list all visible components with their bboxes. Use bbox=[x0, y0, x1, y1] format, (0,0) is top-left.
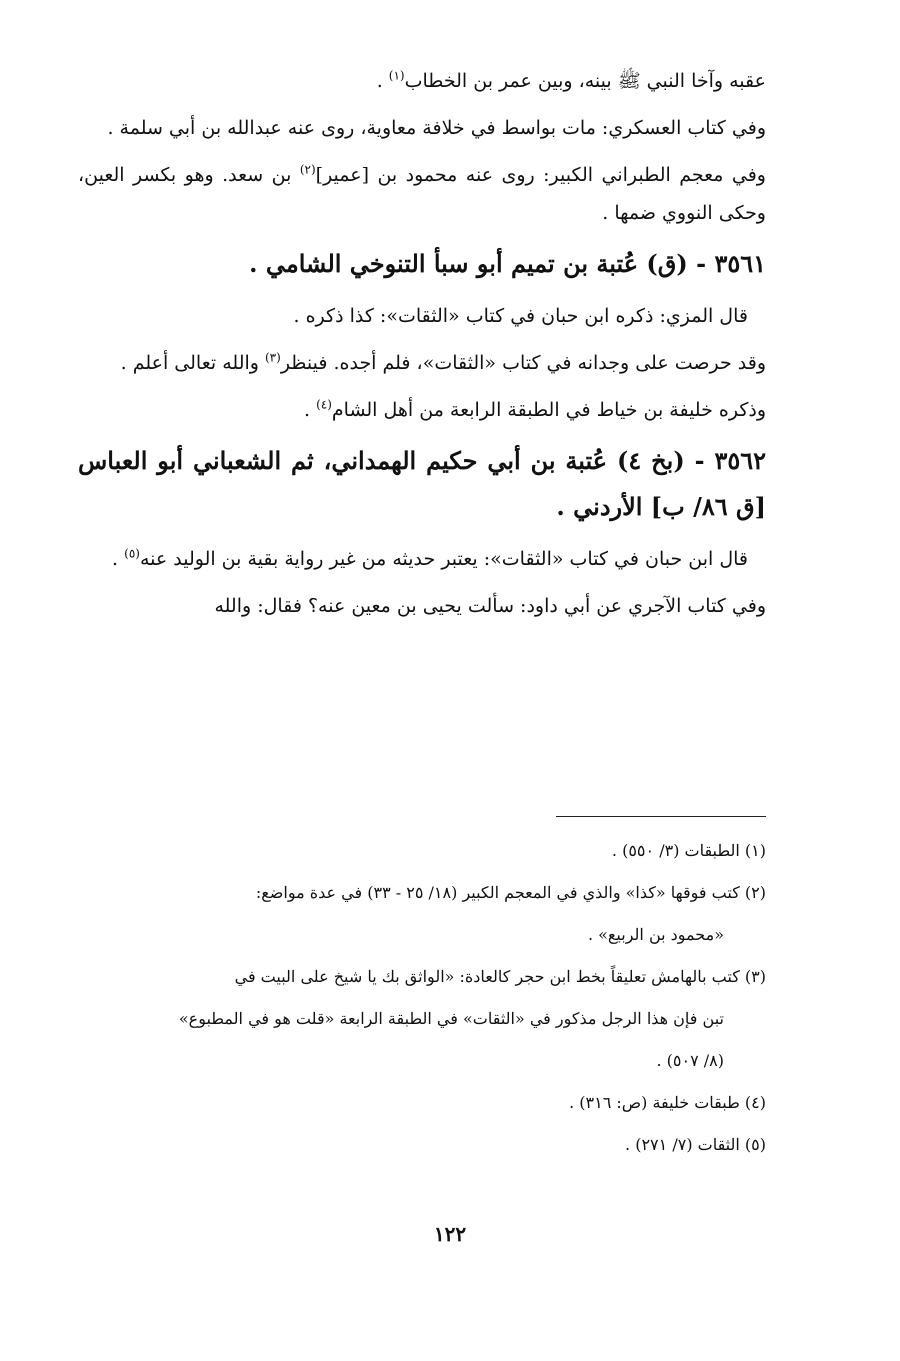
paragraph-3 bbox=[78, 156, 766, 232]
paragraph-4 bbox=[78, 297, 766, 335]
page-number: ١٢٢ bbox=[433, 1222, 467, 1246]
footnote-ref-2[interactable]: (٢) bbox=[299, 162, 316, 177]
paragraph-7-text: قال ابن حبان في كتاب «الثقات»: يعتبر حديثه من غير رواية بقية بن الوليد عنه bbox=[139, 548, 748, 570]
paragraph-2 bbox=[78, 109, 766, 147]
footnote-2-continuation: «محمود بن الربيع» . bbox=[587, 925, 724, 944]
footnote-2: (٢) كتب فوقها «كذا» والذي في المعجم الكبير (١٨/ ٢٥ - ٣٣) في عدة مواضع: bbox=[255, 883, 766, 902]
paragraph-5 bbox=[78, 344, 766, 382]
footnote-5: (٥) الثقات (٧/ ٢٧١) . bbox=[625, 1135, 766, 1154]
footnotes-section bbox=[78, 830, 766, 1166]
paragraph-3-text-a: وفي معجم الطبراني الكبير: روى عنه محمود بن [عمير] bbox=[315, 164, 766, 186]
paragraph-1-text: عقبه وآخا النبي ﷺ بينه، وبين عمر بن الخطاب bbox=[404, 70, 766, 92]
paragraph-5-text-b: والله تعالى أعلم . bbox=[120, 352, 265, 374]
footnote-separator bbox=[556, 816, 766, 817]
footnote-ref-4[interactable]: (٤) bbox=[316, 397, 332, 412]
paragraph-5-text-a: وقد حرصت على وجدانه في كتاب «الثقات»، فلم أجده. فينظر bbox=[280, 352, 766, 374]
footnote-3-continuation: تبن فإن هذا الرجل مذكور في «الثقات» في الطبقة الرابعة «قلت هو في المطبوع» bbox=[178, 1009, 724, 1028]
paragraph-7 bbox=[78, 540, 766, 578]
footnote-ref-1[interactable]: (١) bbox=[388, 68, 405, 83]
footnote-4: (٤) طبقات خليفة (ص: ٣١٦) . bbox=[569, 1093, 766, 1112]
paragraph-1-end: . bbox=[376, 70, 389, 92]
paragraph-3-text-b: بن سعد. وهو بكسر العين، وحكى النووي ضمها . bbox=[78, 164, 766, 224]
entry-heading-3561: ٣٥٦١ - (ق) عُتبة بن تميم أبو سبأ التنوخي الشامي . bbox=[249, 249, 766, 278]
paragraph-7-end: . bbox=[112, 548, 125, 570]
footnote-ref-5[interactable]: (٥) bbox=[124, 546, 140, 561]
footnote-3-continuation-2: (٨/ ٥٠٧) . bbox=[656, 1051, 724, 1070]
paragraph-2-text: وفي كتاب العسكري: مات بواسط في خلافة معاوية، روى عنه عبدالله بن أبي سلمة . bbox=[107, 117, 766, 139]
paragraph-8-text: وفي كتاب الآجري عن أبي داود: سألت يحيى بن معين عنه؟ فقال: والله bbox=[214, 595, 766, 617]
paragraph-1 bbox=[78, 62, 766, 100]
footnote-3: (٣) كتب بالهامش تعليقاً بخط ابن حجر كالعادة: «الواثق بك يا شيخ على البيت في bbox=[234, 967, 766, 986]
entry-heading-3562: ٣٥٦٢ - (بخ ٤) عُتبة بن أبي حكيم الهمداني، ثم الشعباني أبو العباس [ق ٨٦/ ب] الأردني . bbox=[78, 446, 766, 521]
paragraph-6-end: . bbox=[303, 399, 317, 421]
paragraph-6 bbox=[78, 391, 766, 429]
main-text bbox=[78, 62, 766, 634]
paragraph-8 bbox=[78, 587, 766, 625]
paragraph-6-text: وذكره خليفة بن خياط في الطبقة الرابعة من أهل الشام bbox=[331, 399, 766, 421]
paragraph-4-text: قال المزي: ذكره ابن حبان في كتاب «الثقات»: كذا ذكره . bbox=[293, 305, 748, 327]
footnote-ref-3[interactable]: (٣) bbox=[264, 350, 281, 365]
footnote-1: (١) الطبقات (٣/ ٥٥٠) . bbox=[611, 841, 766, 860]
